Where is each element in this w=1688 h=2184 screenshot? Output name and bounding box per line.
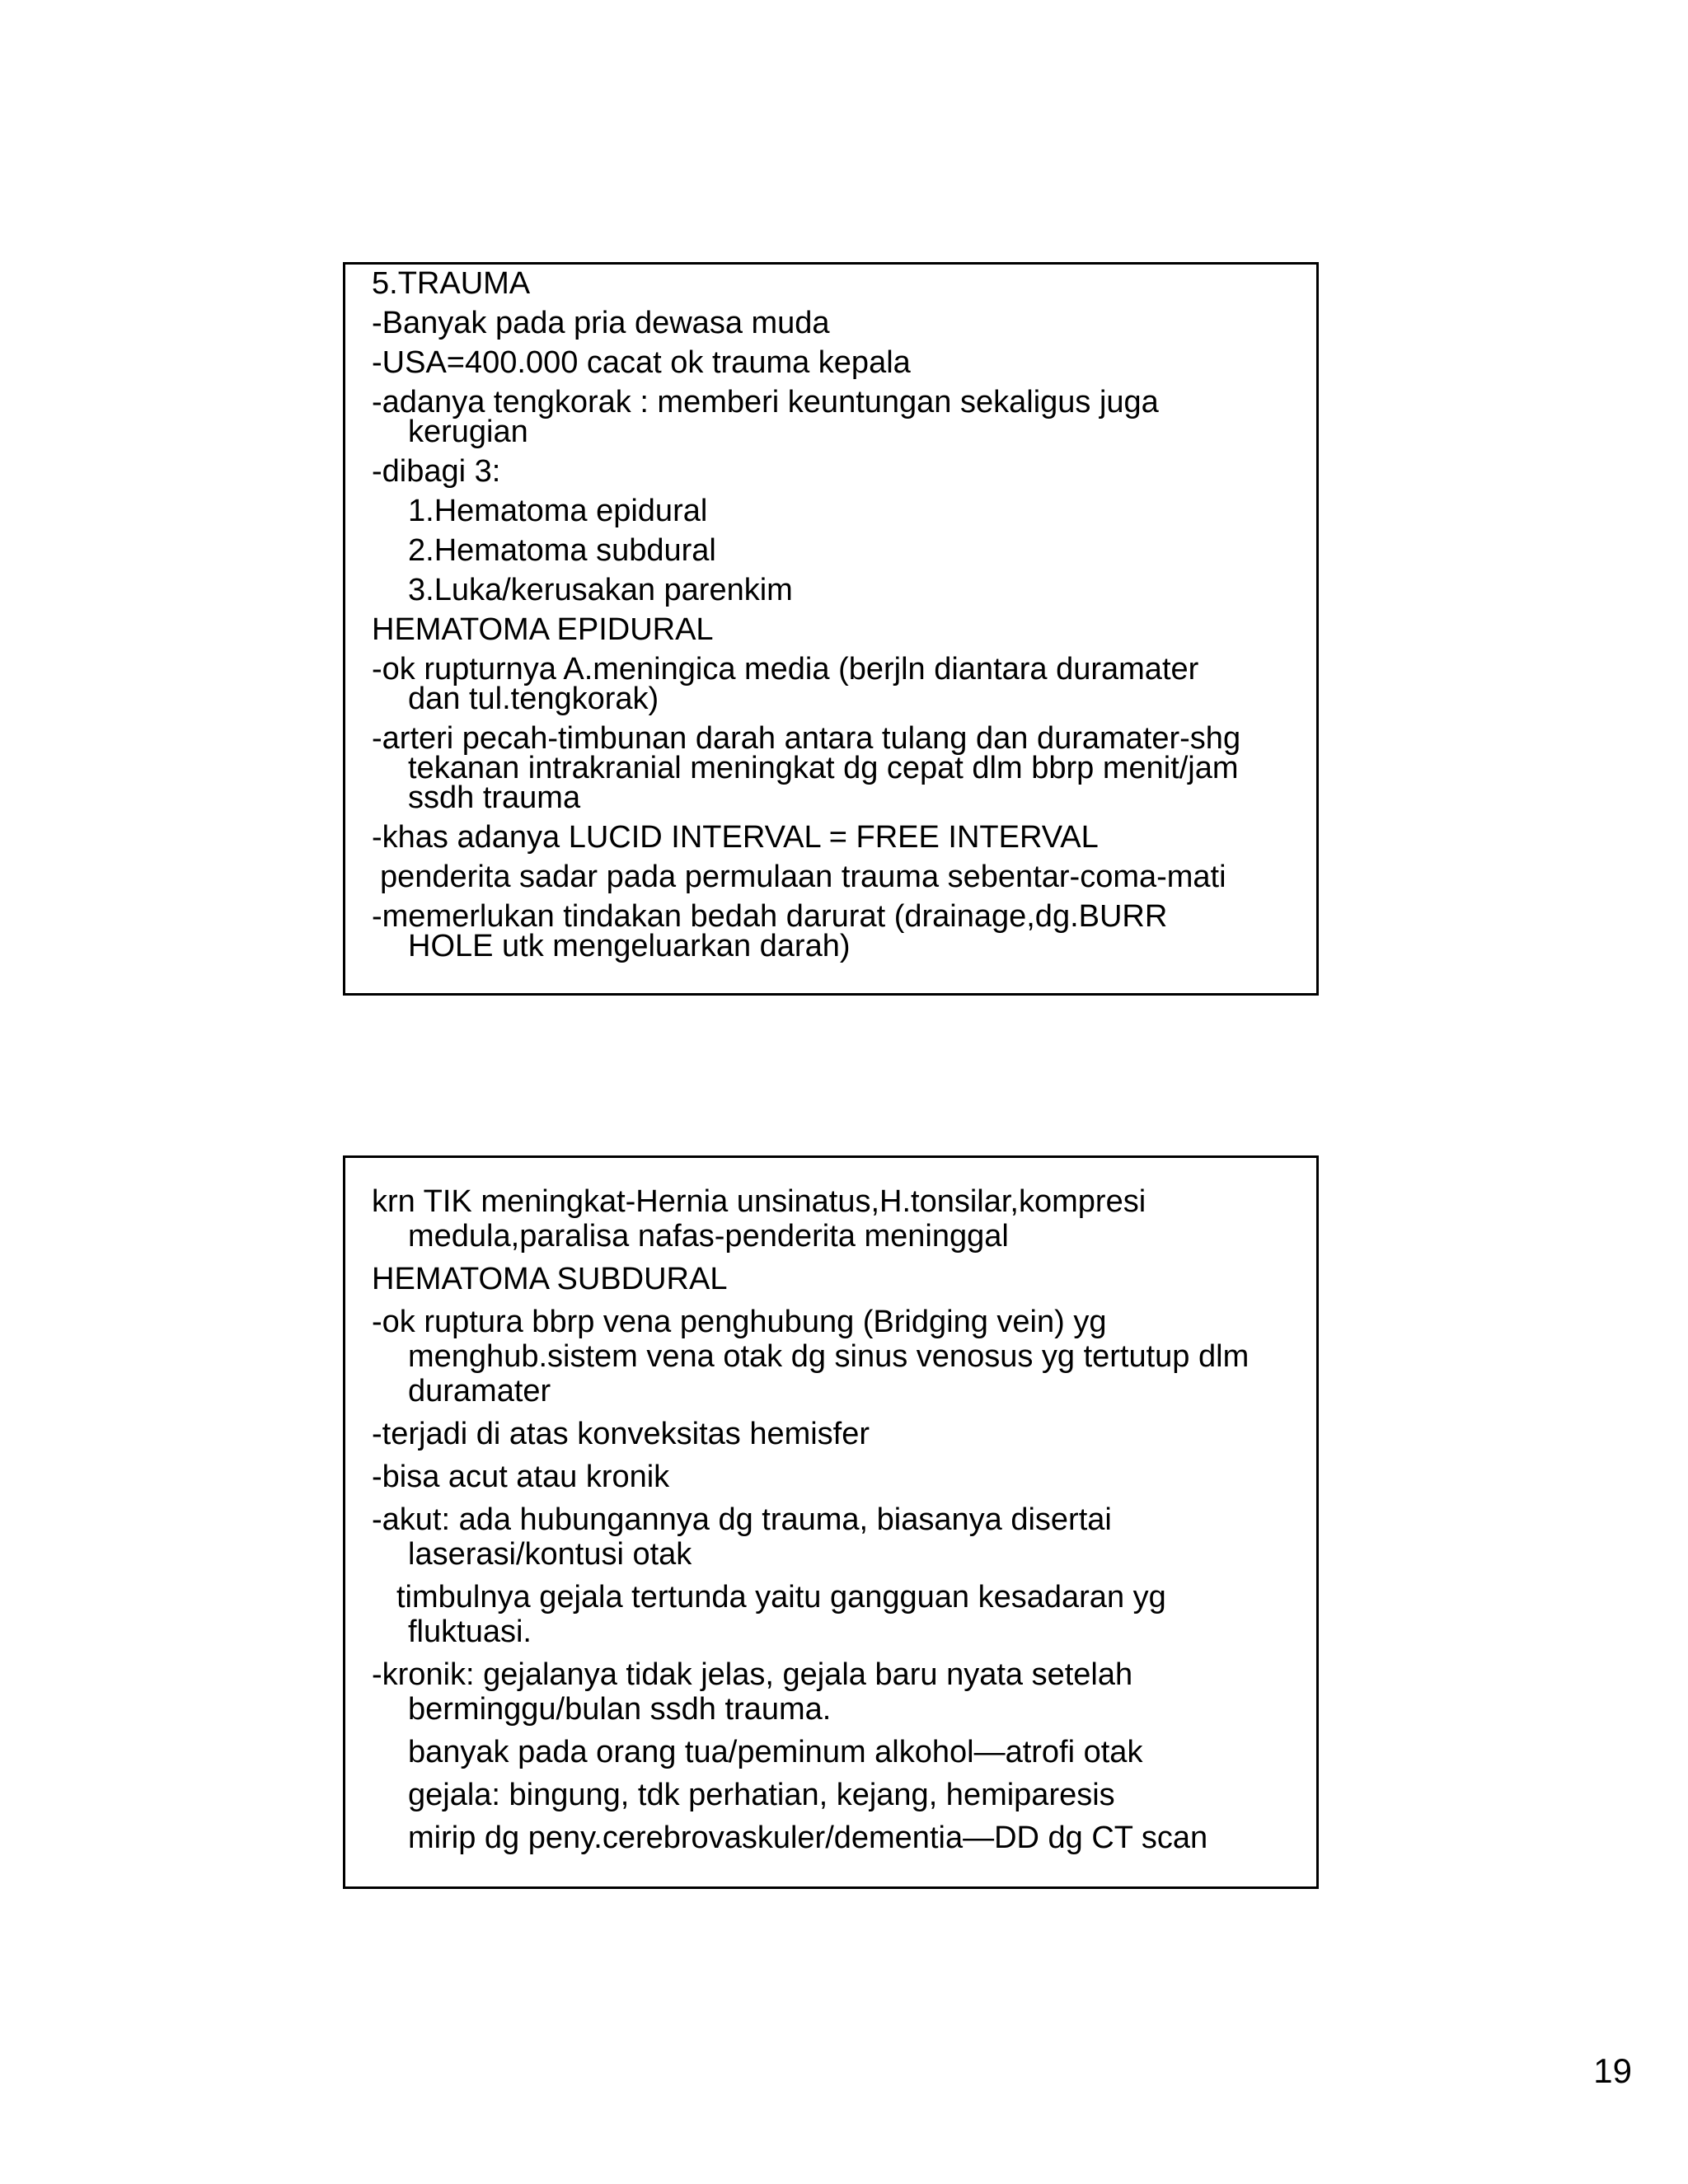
text-line-continuation: laserasi/kontusi otak [408, 1537, 692, 1572]
text-line-continuation: HOLE utk mengeluarkan darah) [408, 929, 851, 963]
slide-trauma-epidural [343, 262, 1319, 996]
text-line: -Banyak pada pria dewasa muda [372, 306, 830, 340]
text-line-continuation: medula,paralisa nafas-penderita meninggal [408, 1219, 1009, 1254]
list-item: 3.Luka/kerusakan parenkim [408, 573, 793, 607]
text-line: mirip dg peny.cerebrovaskuler/dementia—DD dg CT scan [408, 1821, 1208, 1855]
text-line: -dibagi 3: [372, 454, 501, 489]
page-number: 19 [1593, 2051, 1632, 2090]
text-line: -khas adanya LUCID INTERVAL = FREE INTERVAL [372, 820, 1099, 855]
section-heading: HEMATOMA EPIDURAL [372, 612, 714, 647]
text-line-continuation: dan tul.tengkorak) [408, 682, 659, 716]
text-line: banyak pada orang tua/peminum alkohol—atrofi otak [408, 1735, 1143, 1769]
slide-heading: 5.TRAUMA [372, 266, 531, 301]
text-line: -ok rupturnya A.meningica media (berjln diantara duramater [372, 652, 1199, 687]
text-line: -USA=400.000 cacat ok trauma kepala [372, 345, 911, 380]
section-heading: HEMATOMA SUBDURAL [372, 1262, 728, 1296]
text-line-continuation: duramater [408, 1374, 551, 1408]
text-line: -kronik: gejalanya tidak jelas, gejala baru nyata setelah [372, 1657, 1133, 1692]
text-line: gejala: bingung, tdk perhatian, kejang, hemiparesis [408, 1778, 1115, 1812]
text-line: -terjadi di atas konveksitas hemisfer [372, 1417, 870, 1451]
text-line: timbulnya gejala tertunda yaitu gangguan kesadaran yg [396, 1580, 1166, 1615]
text-line: penderita sadar pada permulaan trauma sebentar-coma-mati [380, 860, 1226, 894]
text-line-continuation: fluktuasi. [408, 1615, 532, 1649]
text-line-continuation: kerugian [408, 415, 528, 449]
list-item: 1.Hematoma epidural [408, 494, 708, 528]
text-line: -akut: ada hubungannya dg trauma, biasanya disertai [372, 1502, 1112, 1537]
text-line-continuation: berminggu/bulan ssdh trauma. [408, 1692, 832, 1727]
text-line: -ok ruptura bbrp vena penghubung (Bridging vein) yg [372, 1305, 1107, 1339]
text-line-continuation: ssdh trauma [408, 780, 581, 815]
text-line: -bisa acut atau kronik [372, 1460, 670, 1494]
slide-hematoma-subdural [343, 1155, 1319, 1889]
text-line: krn TIK meningkat-Hernia unsinatus,H.tonsilar,kompresi [372, 1184, 1146, 1219]
text-line: -adanya tengkorak : memberi keuntungan sekaligus juga [372, 385, 1159, 419]
text-line: -memerlukan tindakan bedah darurat (drainage,dg.BURR [372, 899, 1168, 934]
text-line: -arteri pecah-timbunan darah antara tulang dan duramater-shg [372, 721, 1241, 756]
text-line-continuation: tekanan intrakranial meningkat dg cepat dlm bbrp menit/jam [408, 751, 1239, 785]
list-item: 2.Hematoma subdural [408, 533, 716, 568]
text-line-continuation: menghub.sistem vena otak dg sinus venosus yg tertutup dlm [408, 1339, 1250, 1374]
